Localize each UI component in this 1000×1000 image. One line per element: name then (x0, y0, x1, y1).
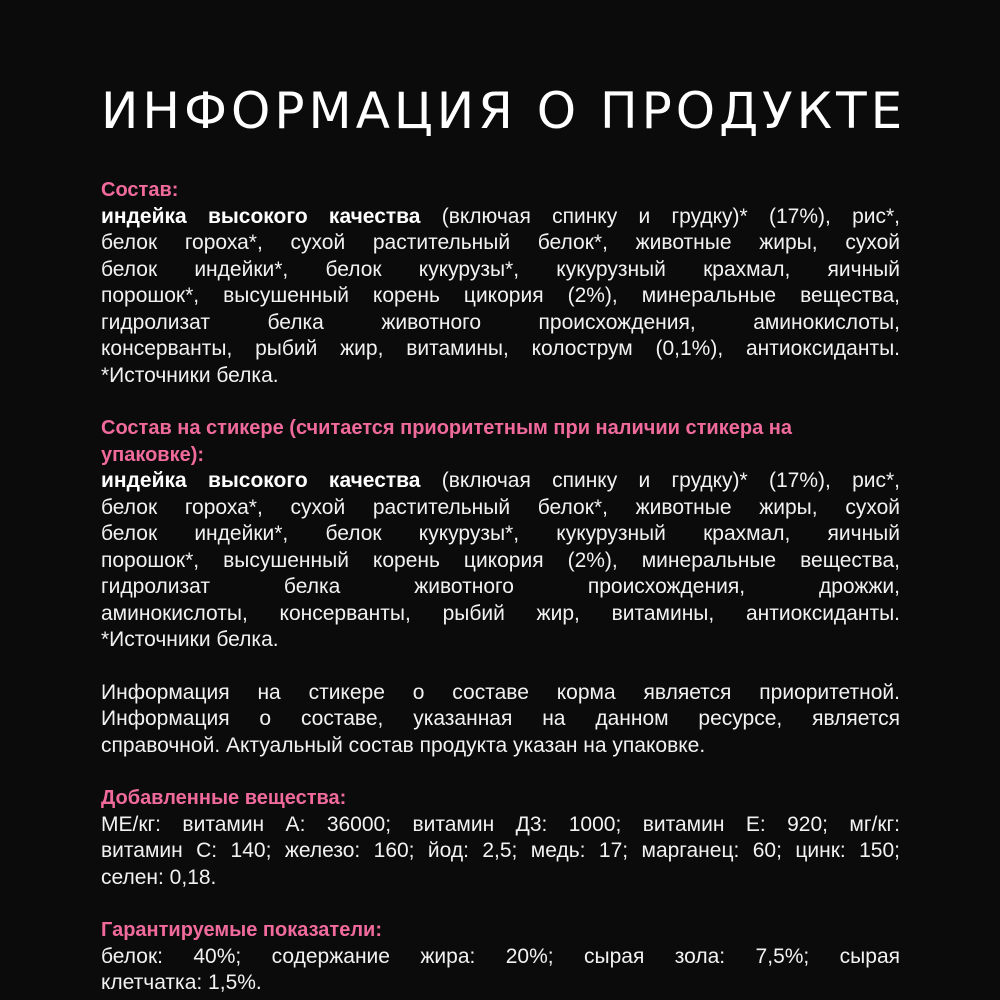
composition-line-1 (101, 204, 900, 231)
info-line-2: Информация о составе, указанная на данном ресурсе, является (101, 707, 900, 730)
composition-note: *Источники белка. (101, 363, 279, 387)
info-text (101, 680, 900, 760)
additives-text (101, 812, 900, 892)
composition-text (101, 204, 900, 390)
sticker-line-1 (101, 468, 900, 495)
sticker-heading (101, 415, 900, 468)
sticker-note: *Источники белка. (101, 628, 279, 651)
sticker-line-2: белок гороха*, сухой растительный белок*, животные жиры, сухой (101, 495, 900, 519)
composition-line-3: белок индейки*, белок кукурузы*, кукурузный крахмал, яичный (101, 257, 900, 281)
sticker-text (101, 468, 900, 654)
sticker-line-6: аминокислоты, консерванты, рыбий жир, витамины, антиоксиданты. (101, 601, 900, 625)
sticker-heading-line-1: Состав на стикере (считается приоритетным при наличии стикера на (101, 417, 792, 439)
sticker-heading-line-2: упаковке): (101, 443, 205, 466)
composition-heading: Состав: (101, 179, 179, 201)
composition-line-4: порошок*, высушенный корень цикория (2%), минеральные вещества, (101, 284, 900, 307)
composition-line-5: гидролизат белка животного происхождения, аминокислоты, (101, 310, 900, 334)
composition-line-2: белок гороха*, сухой растительный белок*, животные жиры, сухой (101, 231, 900, 254)
composition-bold-lead: индейка высокого качества (101, 204, 421, 228)
sticker-bold-lead: индейка высокого качества (101, 469, 421, 492)
sticker-line-5: гидролизат белка животного происхождения, дрожжи, (101, 575, 900, 598)
info-section (101, 680, 900, 760)
guaranteed-line-1: белок: 40%; содержание жира: 20%; сырая зола: 7,5%; сырая (101, 944, 900, 968)
guaranteed-heading: Гарантируемые показатели: (101, 919, 382, 941)
guaranteed-section (101, 917, 900, 997)
guaranteed-text (101, 944, 900, 997)
sticker-section (101, 415, 900, 654)
sticker-line-3: белок индейки*, белок кукурузы*, кукурузный крахмал, яичный (101, 522, 900, 545)
composition-line-1-rest: (включая спинку и грудку)* (17%), рис*, (420, 204, 900, 228)
guaranteed-line-2: клетчатка: 1,5%. (101, 971, 262, 994)
additives-line-1: МЕ/кг: витамин А: 36000; витамин Д3: 1000; витамин Е: 920; мг/кг: (101, 812, 900, 836)
sticker-line-4: порошок*, высушенный корень цикория (2%), минеральные вещества, (101, 548, 900, 572)
composition-line-6: консерванты, рыбий жир, витамины, колострум (0,1%), антиоксиданты. (101, 337, 900, 360)
composition-section (101, 177, 900, 389)
page-title: ИНФОРМАЦИЯ О ПРОДУКТЕ (101, 82, 907, 140)
sticker-line-1-rest: (включая спинку и грудку)* (17%), рис*, (420, 469, 900, 492)
additives-line-2: витамин С: 140; железо: 160; йод: 2,5; медь: 17; марганец: 60; цинк: 150; (101, 839, 900, 862)
info-line-3: справочной. Актуальный состав продукта указан на упаковке. (101, 733, 706, 757)
info-line-1: Информация на стикере о составе корма является приоритетной. (101, 680, 900, 704)
additives-section (101, 785, 900, 891)
additives-line-3: селен: 0,18. (101, 865, 217, 889)
additives-heading: Добавленные вещества: (101, 787, 347, 809)
